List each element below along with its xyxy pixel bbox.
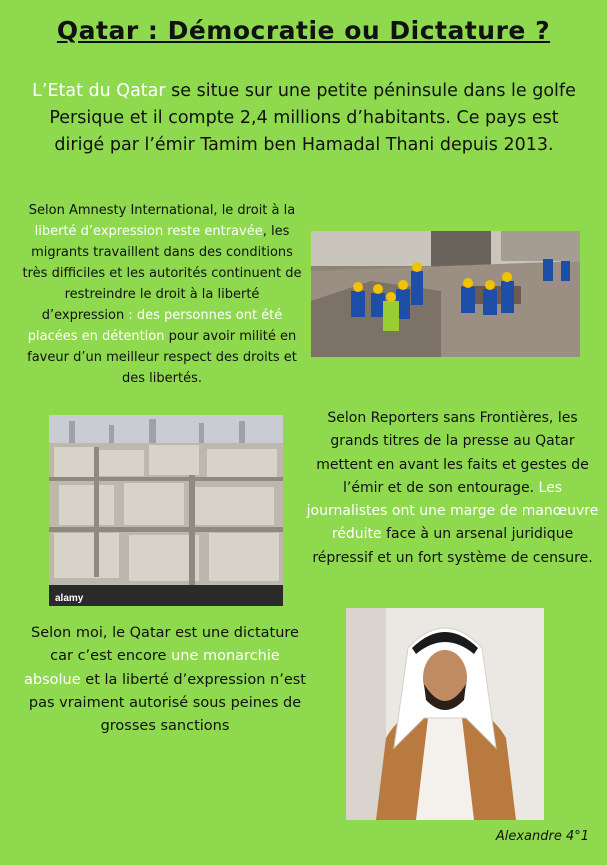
opinion-paragraph [20, 622, 310, 738]
amnesty-paragraph [22, 200, 302, 389]
emir-portrait-photo [346, 608, 544, 820]
amnesty-highlight-2: : des personnes ont été placées en détention [27, 308, 283, 344]
rsf-paragraph [305, 407, 600, 570]
rsf-text-2: face à un arsenal juridique répressif et un fort système de censure. [312, 526, 593, 566]
intro-paragraph [28, 78, 580, 159]
amnesty-highlight-1: liberté d’expression reste entravée [34, 224, 263, 239]
intro-text: se situe sur une petite péninsule dans le golfe Persique et il compte 2,4 millions d’habitants. Ce pays est dirigé par l’émir Tamim ben Hamadal Thani depuis 2013. [49, 81, 576, 155]
rsf-highlight: Les journalistes ont une marge de manœuvre réduite [306, 479, 599, 543]
intro-highlight: L’Etat du Qatar [32, 81, 166, 101]
page-title: Qatar : Démocratie ou Dictature ? [56, 16, 551, 45]
city-photo [49, 415, 283, 606]
alamy-watermark: alamy [55, 593, 84, 604]
opinion-text-1: Selon moi, le Qatar est une dictature car c’est encore [31, 625, 299, 665]
opinion-text-2: et la liberté d’expression n’est pas vraiment autorisé sous peines de grosses sanctions [28, 671, 306, 735]
author-signature: Alexandre 4°1 [495, 829, 589, 844]
amnesty-text-3: pour avoir milité en faveur d’un meilleur respect des droits et des libertés. [27, 329, 297, 386]
amnesty-text-1: Selon Amnesty International, le droit à la [28, 203, 296, 218]
amnesty-text-2: , les migrants travaillent dans des conditions très difficiles et les autorités continuent de restreindre le droit à la liberté d’expression [22, 224, 302, 323]
workers-photo [311, 231, 580, 357]
opinion-highlight: une monarchie absolue [24, 648, 280, 688]
rsf-text-1: Selon Reporters sans Frontières, les grands titres de la presse au Qatar mettent en avant les faits et gestes de l’émir et de son entourage. [316, 410, 589, 496]
